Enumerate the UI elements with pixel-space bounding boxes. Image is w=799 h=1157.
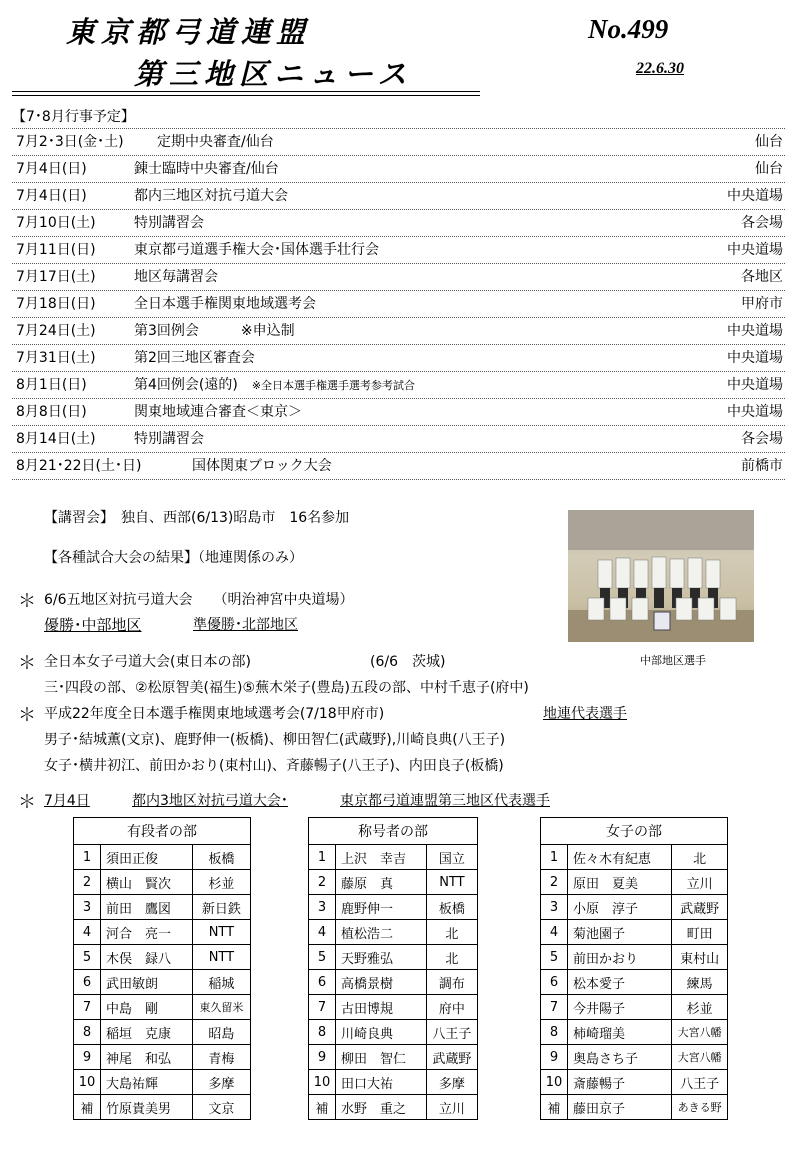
roster-number: 7	[309, 995, 336, 1020]
asterisk-bullet: ＊	[18, 653, 36, 674]
roster-name: 河合 亮一	[101, 920, 193, 945]
roster-row	[309, 845, 478, 870]
roster-name: 木俣 録八	[101, 945, 193, 970]
roster-name: 鹿野伸一	[336, 895, 427, 920]
roster-name: 前田かおり	[568, 945, 672, 970]
schedule-venue: 中央道場	[727, 242, 783, 258]
roster-affiliation: 立川	[426, 1095, 477, 1120]
roster-heading: 有段者の部	[74, 818, 251, 845]
roster-number: 2	[74, 870, 101, 895]
issue-number: No.499	[588, 14, 669, 44]
schedule-event-text: 第4回例会(遠的)	[134, 377, 238, 393]
item3-men: 男子･結城薫(文京)、鹿野伸一(板橋)、柳田智仁(武蔵野),川崎良典(八王子)	[44, 732, 506, 748]
item4-date: 7月4日	[44, 793, 90, 809]
roster-name: 古田博規	[336, 995, 427, 1020]
roster-affiliation: 武蔵野	[426, 1045, 477, 1070]
roster-affiliation: 新日鉄	[192, 895, 250, 920]
roster-row	[541, 1095, 728, 1120]
roster-row	[309, 920, 478, 945]
schedule-row	[12, 345, 785, 372]
roster-number: 6	[309, 970, 336, 995]
schedule-date: 8月1日(日)	[16, 377, 87, 393]
asterisk-bullet: ＊	[18, 591, 36, 612]
roster-number: 2	[541, 870, 568, 895]
item4-title: 都内3地区対抗弓道大会･	[132, 793, 288, 809]
roster-number: 補	[74, 1095, 101, 1120]
roster-row	[309, 870, 478, 895]
roster-row	[541, 895, 728, 920]
event-schedule	[12, 106, 785, 480]
roster-number: 8	[309, 1020, 336, 1045]
schedule-event-text: 東京都弓道選手権大会･国体選手壮行会	[134, 242, 379, 258]
schedule-venue: 仙台	[755, 161, 783, 177]
roster-affiliation: 立川	[672, 870, 728, 895]
roster-table-women	[540, 817, 728, 1120]
roster-affiliation: 練馬	[672, 970, 728, 995]
roster-number: 2	[309, 870, 336, 895]
roster-row	[74, 920, 251, 945]
roster-name: 須田正俊	[101, 845, 193, 870]
schedule-venue: 各会場	[741, 431, 783, 447]
schedule-event-text: 全日本選手権関東地域選考会	[134, 296, 316, 312]
roster-number: 9	[74, 1045, 101, 1070]
roster-row	[541, 870, 728, 895]
roster-row	[74, 895, 251, 920]
schedule-event-text: 地区毎講習会	[134, 269, 218, 285]
schedule-row	[12, 291, 785, 318]
roster-name: 柿崎瑠美	[568, 1020, 672, 1045]
roster-affiliation: 武蔵野	[672, 895, 728, 920]
schedule-event-text: 国体関東ブロック大会	[192, 458, 332, 474]
roster-affiliation: 東村山	[672, 945, 728, 970]
schedule-event	[134, 372, 415, 399]
schedule-event-text: 第2回三地区審査会	[134, 350, 255, 366]
roster-number: 4	[309, 920, 336, 945]
roster-affiliation: 大宮八幡	[672, 1045, 728, 1070]
schedule-heading: 【7･8月行事予定】	[12, 106, 785, 129]
roster-affiliation: 青梅	[192, 1045, 250, 1070]
roster-affiliation: NTT	[192, 920, 250, 945]
roster-name: 柳田 智仁	[336, 1045, 427, 1070]
schedule-event-text: 錬士臨時中央審査/仙台	[134, 161, 279, 177]
schedule-row	[12, 183, 785, 210]
roster-row	[74, 995, 251, 1020]
roster-heading: 称号者の部	[309, 818, 478, 845]
roster-name: 原田 夏美	[568, 870, 672, 895]
asterisk-bullet: ＊	[18, 792, 36, 813]
schedule-event-text: 第3回例会 ※申込制	[134, 323, 295, 339]
roster-name: 天野雅弘	[336, 945, 427, 970]
roster-row	[309, 1020, 478, 1045]
schedule-event-text: 特別講習会	[134, 215, 204, 231]
roster-number: 7	[541, 995, 568, 1020]
roster-heading: 女子の部	[541, 818, 728, 845]
roster-row	[541, 1020, 728, 1045]
newsletter-title-line2: 第三地区ニュース	[134, 57, 413, 91]
team-photo-image	[568, 510, 754, 642]
roster-affiliation: 多摩	[426, 1070, 477, 1095]
item2-result: 三･四段の部、②松原智美(福生)⑤蕪木栄子(豊島)五段の部、中村千恵子(府中)	[44, 680, 529, 696]
schedule-venue: 中央道場	[727, 323, 783, 339]
schedule-date: 7月24日(土)	[16, 323, 96, 339]
item1-runnerup: 準優勝･北部地区	[193, 617, 298, 633]
schedule-note: ※全日本選手権選手選考参考試合	[251, 379, 416, 392]
roster-number: 1	[541, 845, 568, 870]
schedule-event	[157, 129, 274, 155]
roster-number: 1	[309, 845, 336, 870]
roster-row	[309, 945, 478, 970]
roster-affiliation: 板橋	[192, 845, 250, 870]
roster-number: 1	[74, 845, 101, 870]
schedule-event	[134, 318, 295, 344]
schedule-date: 7月4日(日)	[16, 188, 87, 204]
roster-name: 松本愛子	[568, 970, 672, 995]
schedule-rows	[12, 129, 785, 480]
schedule-venue: 仙台	[755, 134, 783, 150]
schedule-date: 8月14日(土)	[16, 431, 96, 447]
schedule-venue: 中央道場	[727, 188, 783, 204]
roster-number: 補	[309, 1095, 336, 1120]
roster-row	[541, 970, 728, 995]
roster-row	[309, 895, 478, 920]
roster-row	[309, 1070, 478, 1095]
roster-affiliation: 昭島	[192, 1020, 250, 1045]
item2-title: 全日本女子弓道大会(東日本の部)	[44, 654, 251, 670]
roster-affiliation: 杉並	[192, 870, 250, 895]
roster-row	[74, 1095, 251, 1120]
roster-number: 10	[74, 1070, 101, 1095]
schedule-row	[12, 453, 785, 480]
roster-row	[541, 845, 728, 870]
roster-number: 8	[74, 1020, 101, 1045]
schedule-event	[134, 237, 379, 263]
schedule-date: 7月17日(土)	[16, 269, 96, 285]
schedule-event	[134, 264, 218, 290]
roster-number: 10	[541, 1070, 568, 1095]
roster-row	[541, 920, 728, 945]
schedule-event	[134, 399, 302, 425]
schedule-row	[12, 372, 785, 399]
roster-row	[74, 870, 251, 895]
roster-row	[309, 970, 478, 995]
roster-affiliation: 八王子	[672, 1070, 728, 1095]
schedule-venue: 各会場	[741, 215, 783, 231]
schedule-row	[12, 237, 785, 264]
schedule-date: 7月18日(日)	[16, 296, 96, 312]
roster-row	[309, 995, 478, 1020]
roster-name: 前田 鷹図	[101, 895, 193, 920]
roster-affiliation: 東久留米	[192, 995, 250, 1020]
roster-name: 藤原 真	[336, 870, 427, 895]
title-divider	[12, 91, 480, 96]
schedule-event	[134, 210, 204, 236]
schedule-row	[12, 399, 785, 426]
roster-name: 川崎良典	[336, 1020, 427, 1045]
results-heading: 【各種試合大会の結果】（地連関係のみ）	[44, 550, 303, 566]
schedule-venue: 甲府市	[741, 296, 783, 312]
roster-name: 中島 剛	[101, 995, 193, 1020]
roster-affiliation: 稲城	[192, 970, 250, 995]
roster-affiliation: NTT	[192, 945, 250, 970]
schedule-venue: 各地区	[741, 269, 783, 285]
roster-name: 神尾 和弘	[101, 1045, 193, 1070]
roster-name: 藤田京子	[568, 1095, 672, 1120]
schedule-date: 7月10日(土)	[16, 215, 96, 231]
asterisk-bullet: ＊	[18, 705, 36, 726]
roster-number: 3	[74, 895, 101, 920]
schedule-row	[12, 210, 785, 237]
schedule-date: 7月2･3日(金･土)	[16, 134, 124, 150]
item2-date: (6/6 茨城)	[370, 654, 446, 670]
newsletter-title-line1: 東京都弓道連盟	[66, 15, 312, 49]
schedule-event-text: 都内三地区対抗弓道大会	[134, 188, 288, 204]
roster-name: 植松浩二	[336, 920, 427, 945]
schedule-date: 7月11日(日)	[16, 242, 96, 258]
roster-number: 4	[541, 920, 568, 945]
roster-affiliation: 板橋	[426, 895, 477, 920]
roster-number: 5	[309, 945, 336, 970]
item3-title: 平成22年度全日本選手権関東地域選考会(7/18甲府市)	[44, 706, 385, 722]
roster-number: 9	[541, 1045, 568, 1070]
roster-name: 奥島さち子	[568, 1045, 672, 1070]
roster-name: 斎藤暢子	[568, 1070, 672, 1095]
roster-affiliation: あきる野	[672, 1095, 728, 1120]
roster-row	[74, 1045, 251, 1070]
issue-date: 22.6.30	[636, 60, 684, 77]
roster-row	[309, 1045, 478, 1070]
roster-number: 6	[74, 970, 101, 995]
schedule-event	[134, 156, 279, 182]
roster-number: 7	[74, 995, 101, 1020]
item4-title2: 東京都弓道連盟第三地区代表選手	[340, 793, 550, 809]
photo-caption: 中部地区選手	[640, 654, 706, 667]
roster-row	[541, 995, 728, 1020]
item1-title: 6/6五地区対抗弓道大会 （明治神宮中央道場）	[44, 592, 354, 608]
roster-name: 竹原貴美男	[101, 1095, 193, 1120]
schedule-date: 8月8日(日)	[16, 404, 87, 420]
schedule-row	[12, 318, 785, 345]
roster-row	[74, 1070, 251, 1095]
item3-tag: 地連代表選手	[543, 706, 627, 722]
roster-number: 3	[541, 895, 568, 920]
roster-number: 補	[541, 1095, 568, 1120]
roster-name: 水野 重之	[336, 1095, 427, 1120]
roster-number: 10	[309, 1070, 336, 1095]
roster-row	[541, 945, 728, 970]
roster-name: 田口大祐	[336, 1070, 427, 1095]
roster-row	[74, 970, 251, 995]
roster-name: 武田敏朗	[101, 970, 193, 995]
roster-affiliation: 多摩	[192, 1070, 250, 1095]
schedule-date: 8月21･22日(土･日)	[16, 458, 142, 474]
roster-number: 4	[74, 920, 101, 945]
roster-name: 佐々木有紀恵	[568, 845, 672, 870]
roster-name: 横山 賢次	[101, 870, 193, 895]
roster-number: 8	[541, 1020, 568, 1045]
roster-row	[541, 1045, 728, 1070]
roster-name: 菊池園子	[568, 920, 672, 945]
roster-name: 今井陽子	[568, 995, 672, 1020]
roster-name: 稲垣 克康	[101, 1020, 193, 1045]
roster-name: 高橋景樹	[336, 970, 427, 995]
roster-number: 6	[541, 970, 568, 995]
schedule-event	[134, 345, 255, 371]
team-photo	[568, 510, 754, 642]
schedule-event-text: 特別講習会	[134, 431, 204, 447]
schedule-event	[134, 183, 288, 209]
schedule-event	[134, 291, 316, 317]
roster-affiliation: 北	[426, 920, 477, 945]
roster-row	[74, 1020, 251, 1045]
roster-affiliation: 北	[672, 845, 728, 870]
roster-affiliation: 府中	[426, 995, 477, 1020]
roster-name: 小原 淳子	[568, 895, 672, 920]
roster-affiliation: 国立	[426, 845, 477, 870]
roster-affiliation: 杉並	[672, 995, 728, 1020]
roster-row	[541, 1070, 728, 1095]
schedule-event-text: 関東地域連合審査＜東京＞	[134, 404, 302, 420]
roster-name: 大島祐輝	[101, 1070, 193, 1095]
roster-number: 3	[309, 895, 336, 920]
schedule-date: 7月31日(土)	[16, 350, 96, 366]
roster-row	[74, 945, 251, 970]
roster-affiliation: 大宮八幡	[672, 1020, 728, 1045]
schedule-event	[192, 453, 332, 479]
roster-affiliation: 文京	[192, 1095, 250, 1120]
roster-affiliation: 町田	[672, 920, 728, 945]
roster-number: 5	[541, 945, 568, 970]
schedule-row	[12, 426, 785, 453]
schedule-venue: 中央道場	[727, 377, 783, 393]
roster-name: 上沢 幸吉	[336, 845, 427, 870]
schedule-venue: 中央道場	[727, 350, 783, 366]
roster-row	[74, 845, 251, 870]
schedule-venue: 中央道場	[727, 404, 783, 420]
roster-affiliation: 北	[426, 945, 477, 970]
schedule-venue: 前橋市	[741, 458, 783, 474]
roster-number: 5	[74, 945, 101, 970]
roster-table-dan	[73, 817, 251, 1120]
item1-winner: 優勝･中部地区	[44, 616, 142, 634]
schedule-row	[12, 129, 785, 156]
roster-affiliation: 調布	[426, 970, 477, 995]
roster-row	[309, 1095, 478, 1120]
item3-women: 女子･横井初江、前田かおり(東村山)、斉藤暢子(八王子)、内田良子(板橋)	[44, 758, 504, 774]
schedule-event	[134, 426, 204, 452]
schedule-row	[12, 156, 785, 183]
roster-number: 9	[309, 1045, 336, 1070]
schedule-event-text: 定期中央審査/仙台	[157, 134, 274, 150]
schedule-row	[12, 264, 785, 291]
schedule-date: 7月4日(日)	[16, 161, 87, 177]
lecture-report: 【講習会】 独自、西部(6/13)昭島市 16名参加	[44, 510, 350, 526]
roster-table-title	[308, 817, 478, 1120]
roster-affiliation: NTT	[426, 870, 477, 895]
roster-affiliation: 八王子	[426, 1020, 477, 1045]
